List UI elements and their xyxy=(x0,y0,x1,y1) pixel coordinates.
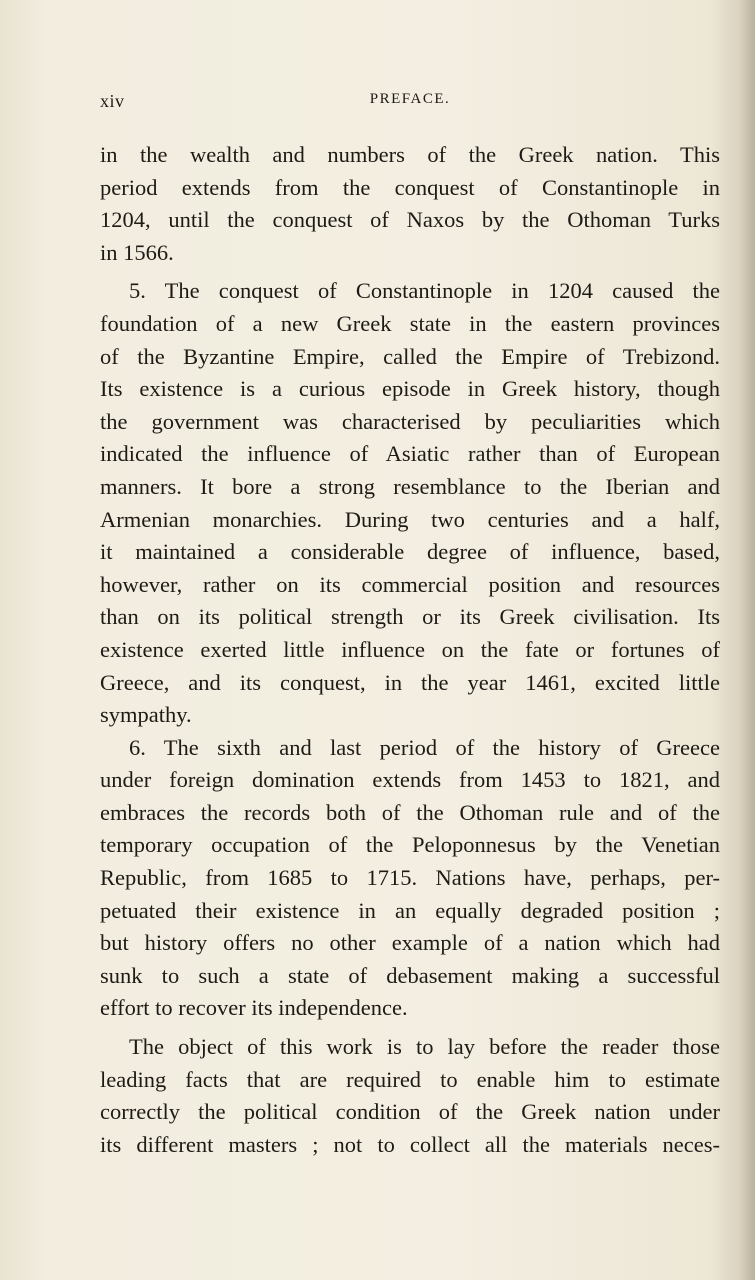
text-line: effort to recover its independence. xyxy=(100,995,408,1021)
text-line: of the Byzantine Empire, called the Empire of Trebizond. xyxy=(100,343,720,369)
text-line: Armenian monarchies. During two centuries and a half, xyxy=(100,506,720,532)
text-line: its different masters ; not to collect all the materials neces- xyxy=(100,1131,720,1157)
text-line: than on its political strength or its Greek civilisation. Its xyxy=(100,604,720,630)
text-line: temporary occupation of the Peloponnesus by the Venetian xyxy=(100,832,720,858)
page-body xyxy=(100,139,720,1161)
text-line: but history offers no other example of a nation which had xyxy=(100,930,720,956)
text-line: in the wealth and numbers of the Greek nation. This xyxy=(100,142,720,167)
text-line: embraces the records both of the Othoman rule and of the xyxy=(100,799,720,825)
text-line: Greece, and its conquest, in the year 1461, excited little xyxy=(100,669,720,695)
text-line: sympathy. xyxy=(100,702,192,728)
text-line: period extends from the conquest of Constantinople in xyxy=(100,174,720,200)
text-line: sunk to such a state of debasement making a successful xyxy=(100,962,720,988)
text-line: leading facts that are required to enable him to estimate xyxy=(100,1066,720,1092)
text-line: 5. The conquest of Constantinople in 1204 caused the xyxy=(129,278,720,304)
text-line: under foreign domination extends from 1453 to 1821, and xyxy=(100,767,720,793)
text-line: 6. The sixth and last period of the history of Greece xyxy=(129,734,720,760)
text-line: it maintained a considerable degree of influence, based, xyxy=(100,539,720,565)
text-line: Its existence is a curious episode in Greek history, though xyxy=(100,376,720,402)
page-number: xiv xyxy=(100,91,125,111)
text-line: in 1566. xyxy=(100,239,174,265)
text-line: The object of this work is to lay before the reader those xyxy=(129,1034,720,1060)
text-line: 1204, until the conquest of Naxos by the Othoman Turks xyxy=(100,207,720,233)
running-head: PREFACE. xyxy=(369,91,451,107)
page-header xyxy=(100,91,720,112)
text-line: petuated their existence in an equally degraded position ; xyxy=(100,897,720,923)
text-line: indicated the influence of Asiatic rather than of European xyxy=(100,441,720,467)
text-line: correctly the political condition of the Greek nation under xyxy=(100,1099,720,1125)
text-line: the government was characterised by peculiarities which xyxy=(100,408,720,434)
text-line: Republic, from 1685 to 1715. Nations have, perhaps, per- xyxy=(100,865,720,891)
text-line: foundation of a new Greek state in the eastern provinces xyxy=(100,310,720,336)
text-line: however, rather on its commercial position and resources xyxy=(100,571,720,597)
text-line: existence exerted little influence on the fate or fortunes of xyxy=(100,636,720,662)
text-line: manners. It bore a strong resemblance to the Iberian and xyxy=(100,473,720,499)
